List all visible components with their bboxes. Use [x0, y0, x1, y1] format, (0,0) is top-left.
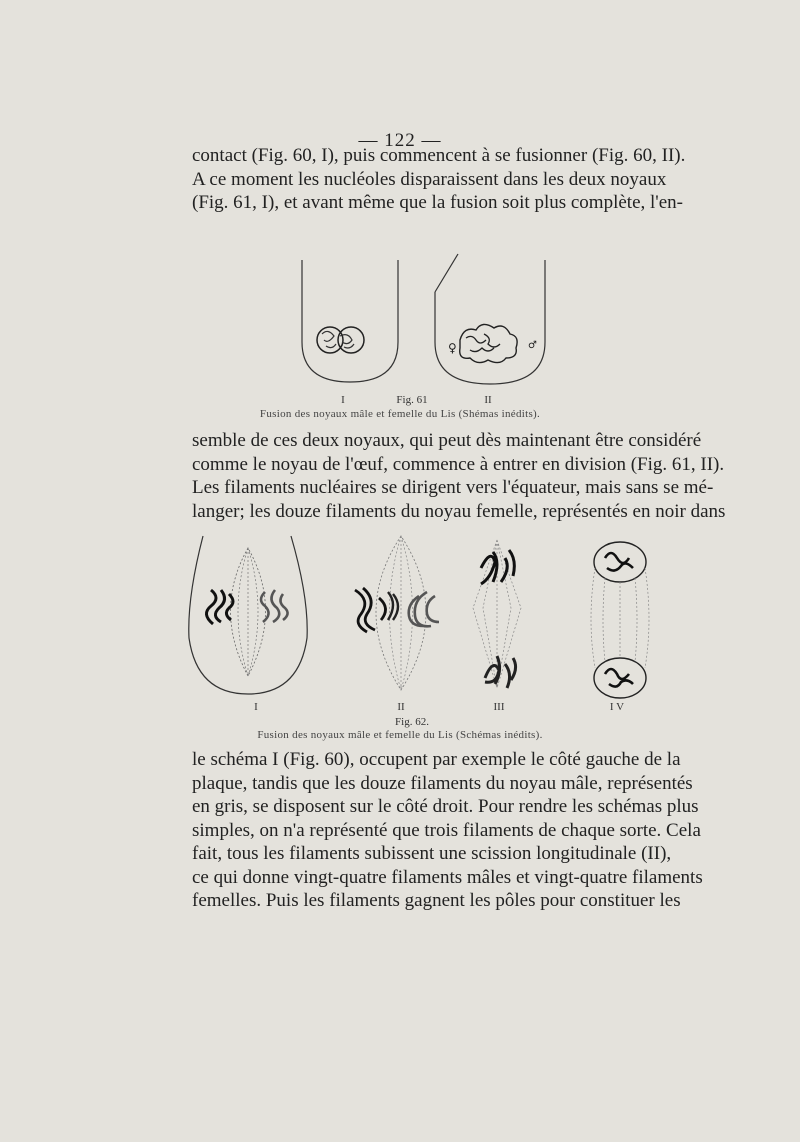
text-line: semble de ces deux noyaux, qui peut dès maintenant être considéré: [192, 430, 702, 451]
text-line: langer; les douze filaments du noyau femelle, représentés en noir dans: [192, 500, 726, 522]
text-line: contact (Fig. 60, I), puis commencent à se fusionner (Fig. 60, II).: [192, 145, 686, 166]
female-symbol: ♀: [448, 341, 457, 355]
fig61-label-II: II: [484, 394, 492, 406]
text-line: (Fig. 61, I), et avant même que la fusion soit plus complète, l'en-: [192, 192, 683, 213]
text-line: comme le noyau de l'œuf, commence à entrer en division (Fig. 61, II).: [192, 453, 725, 475]
fig62-schema-IV: [591, 542, 649, 698]
fig61-caption: Fusion des noyaux mâle et femelle du Lis (Shémas inédits).: [259, 408, 541, 420]
page-number: — 122 —: [358, 130, 442, 151]
fig62-schema-I: [189, 536, 307, 694]
fig62-caption: Fusion des noyaux mâle et femelle du Lis (Schémas inédits).: [257, 729, 543, 741]
text-line: A ce moment les nucléoles disparaissent dans les deux noyaux: [192, 168, 667, 190]
fig62-label-I: I: [254, 701, 258, 713]
male-symbol: ♂: [528, 340, 537, 351]
fig61-nucleus-right: [338, 327, 364, 353]
paragraph-2: [192, 429, 726, 523]
text-line: Les filaments nucléaires se dirigent vers l'équateur, mais sans se mé-: [192, 477, 714, 498]
fig61-cell-I-outline: [302, 260, 398, 382]
text-line: fait, tous les filaments subissent une scission longitudinale (II),: [192, 843, 672, 864]
fig62-label-II: II: [397, 701, 405, 713]
text-line: ce qui donne vingt-quatre filaments mâles et vingt-quatre filaments: [192, 866, 703, 888]
fig62-schema-II: [355, 536, 439, 690]
text-line: plaque, tandis que les douze filaments du noyau mâle, représentés: [192, 772, 693, 794]
text-line: simples, on n'a représenté que trois filaments de chaque sorte. Cela: [192, 819, 701, 841]
figure-62-drawing: [183, 528, 663, 700]
text-line: femelles. Puis les filaments gagnent les pôles pour constituer les: [192, 890, 681, 911]
text-line: en gris, se disposent sur le côté droit. Pour rendre les schémas plus: [192, 796, 699, 817]
fig61-cell-II-outline: [435, 260, 545, 384]
fig61-label-fig: Fig. 61: [396, 394, 428, 406]
fig62-label-fig: Fig. 62.: [395, 716, 429, 728]
fig62-label-IV: I V: [609, 701, 625, 713]
paragraph-3: [192, 748, 703, 913]
figure-61-drawing: [270, 252, 570, 392]
text-line: le schéma I (Fig. 60), occupent par exemple le côté gauche de la: [192, 749, 681, 770]
fig61-label-I: I: [341, 394, 345, 406]
paragraph-1: [192, 144, 686, 215]
fig62-schema-III: [473, 540, 521, 688]
fig62-label-III: III: [493, 701, 505, 713]
